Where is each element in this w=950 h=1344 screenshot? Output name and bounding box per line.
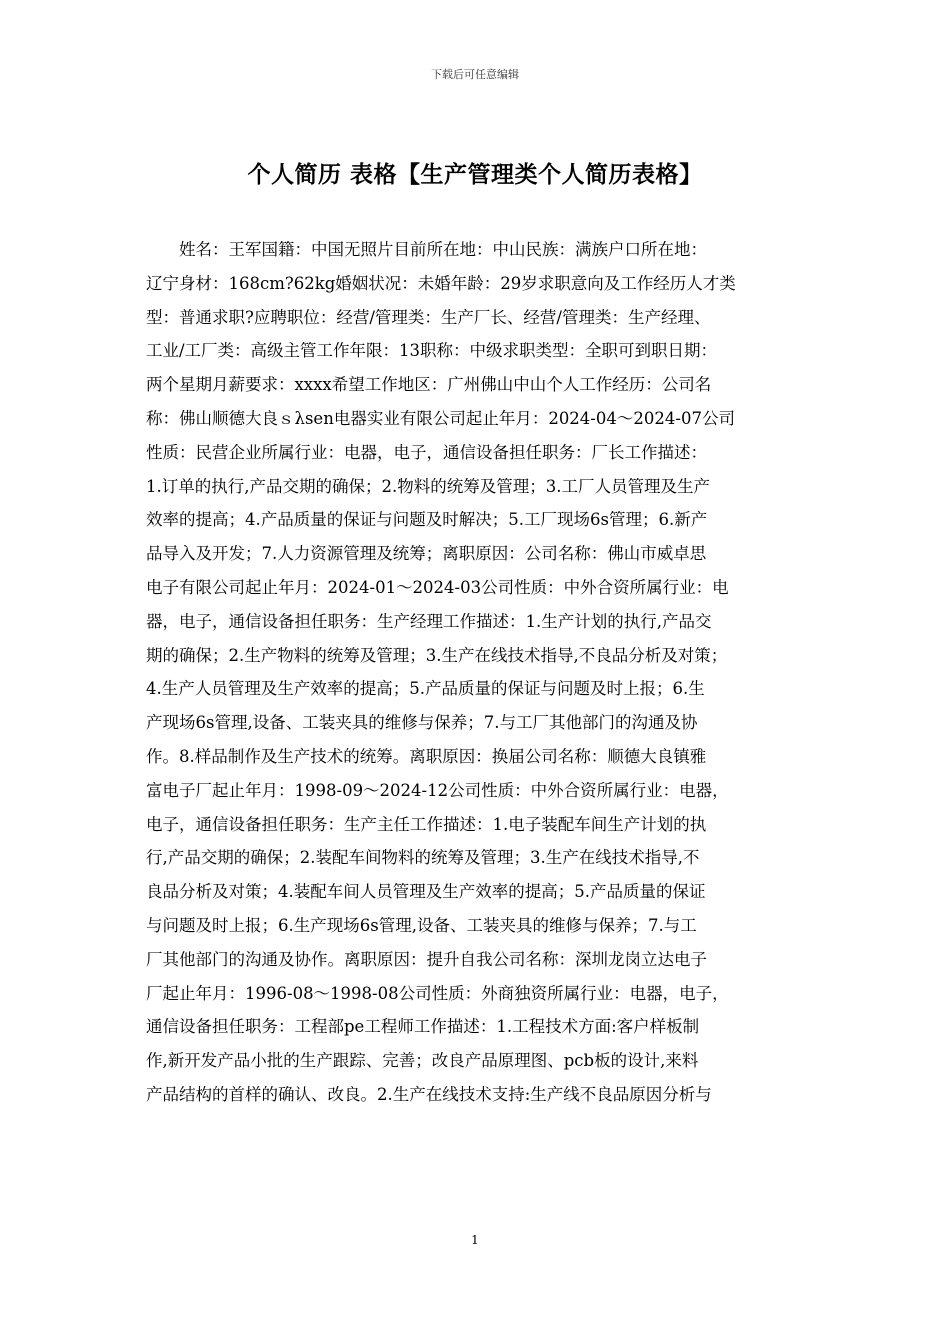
paragraph-line: 产现场6s管理,设备、工装夹具的维修与保养；7.与工厂其他部门的沟通及协 (146, 713, 698, 733)
paragraph-line: 富电子厂起止年月：1998-09～2024-12公司性质：中外合资所属行业：电器， (146, 780, 729, 800)
paragraph-line: 产品结构的首样的确认、改良。2.生产在线技术支持:生产线不良品原因分析与 (146, 1084, 712, 1104)
paragraph-line: 良品分析及对策；4.装配车间人员管理及生产效率的提高；5.产品质量的保证 (146, 882, 706, 902)
paragraph-line: 厂其他部门的沟通及协作。离职原因：提升自我公司名称：深圳龙岗立达电子 (146, 949, 707, 969)
paragraph-line: 性质：民营企业所属行业：电器，电子，通信设备担任职务：厂长工作描述： (146, 442, 707, 462)
paragraph-line: 电子有限公司起止年月：2024-01～2024-03公司性质：中外合资所属行业：电 (146, 577, 729, 597)
paragraph-line: 姓名：王军国籍：中国无照片目前所在地：中山民族：满族户口所在地： (146, 240, 707, 259)
page-number: 1 (471, 1233, 479, 1247)
paragraph-line: 行,产品交期的确保；2.装配车间物料的统筹及管理；3.生产在线技术指导,不 (146, 848, 700, 868)
paragraph-line: 通信设备担任职务：工程部pe工程师工作描述：1.工程技术方面:客户样板制 (146, 1017, 700, 1037)
paragraph-line: 厂起止年月：1996-08～1998-08公司性质：外商独资所属行业：电器，电子， (146, 983, 729, 1003)
paragraph-line: 称：佛山顺德大良ｓλsen电器实业有限公司起止年月：2024-04～2024-07公司 (146, 408, 735, 428)
page-header: 下载后可任意编辑 (431, 68, 519, 81)
paragraph-line: 两个星期月薪要求：xxxx希望工作地区：广州佛山中山个人工作经历：公司名 (146, 375, 712, 395)
paragraph-line: 器，电子，通信设备担任职务：生产经理工作描述：1.生产计划的执行,产品交 (146, 611, 712, 631)
paragraph-line: 4.生产人员管理及生产效率的提高；5.产品质量的保证与问题及时上报；6.生 (146, 679, 705, 699)
paragraph-line: 辽宁身材：168cm?62kg婚姻状况：未婚年龄：29岁求职意向及工作经历人才类 (146, 273, 736, 293)
paragraph-line: 效率的提高；4.产品质量的保证与问题及时解决；5.工厂现场6s管理；6.新产 (146, 510, 708, 530)
document-title: 个人简历 表格【生产管理类个人简历表格】 (247, 161, 703, 188)
paragraph-line: 型：普通求职?应聘职位：经营/管理类：生产厂长、经营/管理类：生产经理、 (146, 307, 711, 327)
paragraph-line: 工业/工厂类：高级主管工作年限：13职称：中级求职类型：全职可到职日期： (146, 341, 718, 361)
paragraph-line: 作,新开发产品小批的生产跟踪、完善；改良产品原理图、pcb板的设计,来料 (146, 1051, 699, 1071)
paragraph-line: 作。8.样品制作及生产技术的统筹。离职原因：换届公司名称：顺德大良镇雅 (146, 746, 707, 766)
resume-body-paragraph (146, 233, 808, 1112)
paragraph-line: 期的确保；2.生产物料的统筹及管理；3.生产在线技术指导,不良品分析及对策； (146, 645, 728, 665)
paragraph-line: 1.订单的执行,产品交期的确保；2.物料的统筹及管理；3.工厂人员管理及生产 (146, 476, 710, 496)
paragraph-line: 品导入及开发；7.人力资源管理及统筹；离职原因：公司名称：佛山市威卓思 (146, 544, 707, 564)
paragraph-line: 与问题及时上报；6.生产现场6s管理,设备、工装夹具的维修与保养；7.与工 (146, 915, 697, 935)
paragraph-line: 电子，通信设备担任职务：生产主任工作描述：1.电子装配车间生产计划的执 (146, 814, 707, 834)
